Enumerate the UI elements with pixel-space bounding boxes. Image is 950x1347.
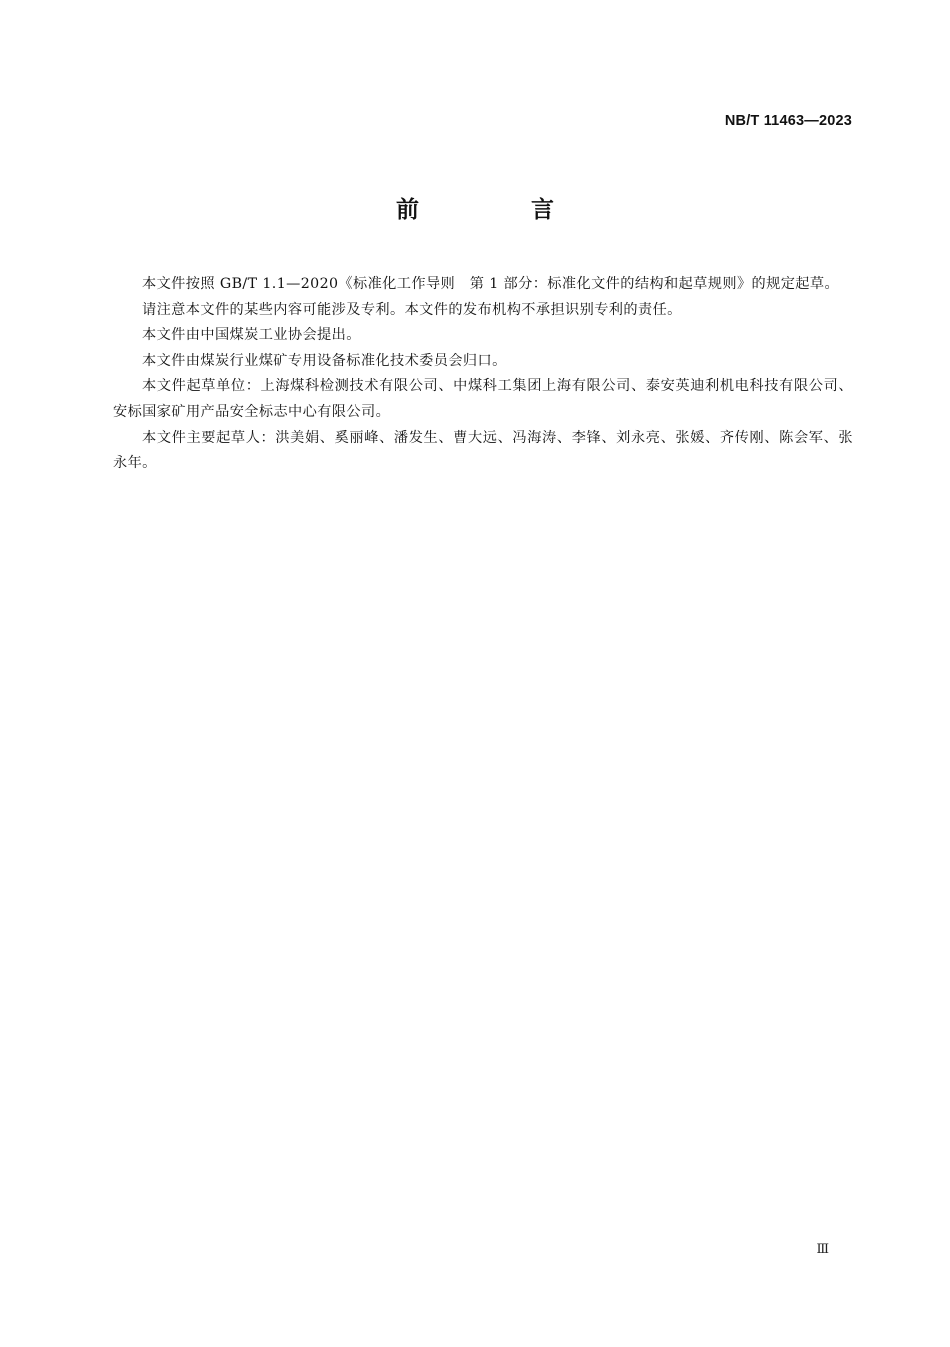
page-title: 前 言 xyxy=(395,197,606,223)
paragraph-proposer: 本文件由中国煤炭工业协会提出。 xyxy=(142,327,361,344)
paragraph-patent-notice: 请注意本文件的某些内容可能涉及专利。本文件的发布机构不承担识别专利的责任。 xyxy=(142,301,682,318)
paragraph-drafters: 本文件主要起草人：洪美娟、奚丽峰、潘发生、曹大远、冯海涛、李锋、刘永亮、张媛、齐传刚、陈会军、张永年。 xyxy=(113,429,853,472)
paragraph-drafting-rules: 本文件按照 GB/T 1.1—2020《标准化工作导则 第 1 部分：标准化文件的结构和起草规则》的规定起草。 xyxy=(142,276,840,292)
standard-number: NB/T 11463—2023 xyxy=(724,113,852,129)
paragraph-drafting-units: 本文件起草单位：上海煤科检测技术有限公司、中煤科工集团上海有限公司、泰安英迪利机电科技有限公司、安标国家矿用产品安全标志中心有限公司。 xyxy=(113,378,853,420)
foreword-body xyxy=(113,272,853,477)
paragraph-committee: 本文件由煤炭行业煤矿专用设备标准化技术委员会归口。 xyxy=(142,352,507,369)
page-number: Ⅲ xyxy=(816,1242,829,1257)
